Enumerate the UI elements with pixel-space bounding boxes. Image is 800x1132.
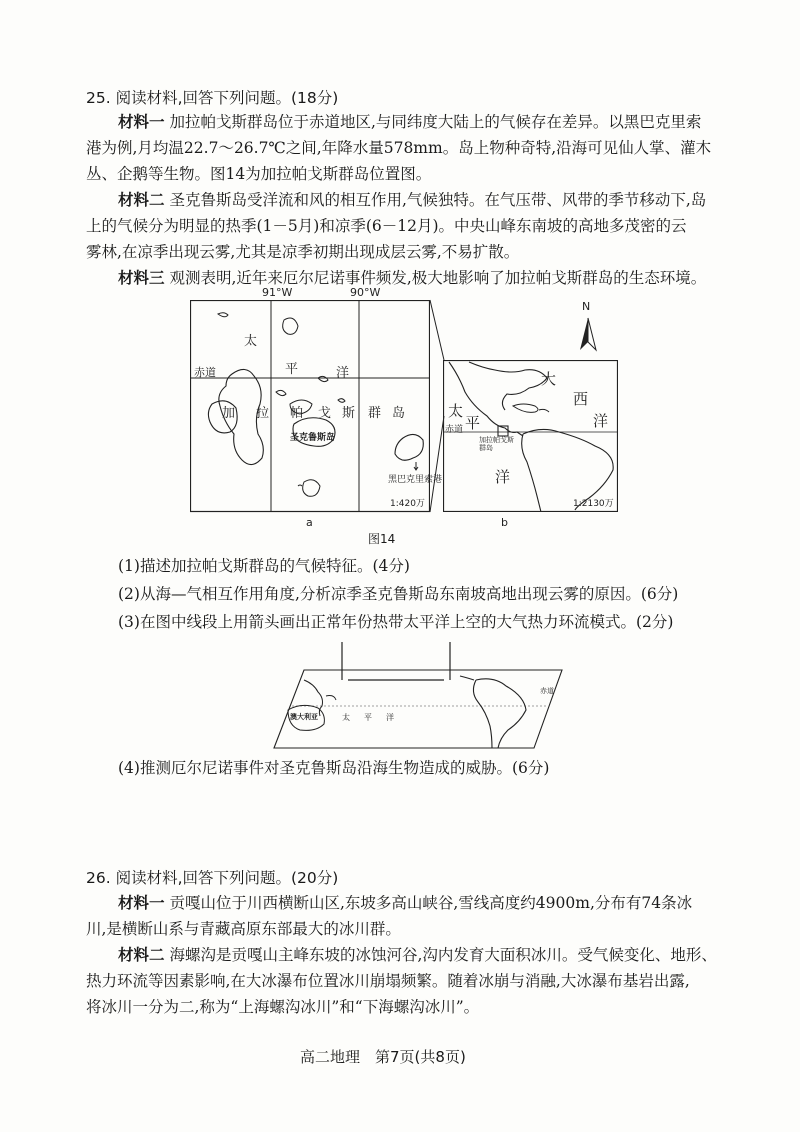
q26-material1-label: 材料一 <box>118 894 165 912</box>
map-b-ping: 平 <box>465 414 481 432</box>
pacific-map-ping: 平 <box>364 713 372 722</box>
material3-text: 观测表明,近年来厄尔尼诺事件频发,极大地影响了加拉帕戈斯群岛的生态环境。 <box>169 269 707 287</box>
q25-subq1: (1)描述加拉帕戈斯群岛的气候特征。(4分) <box>118 557 410 575</box>
figure14-map-b <box>443 360 618 529</box>
map-b-yang2: 洋 <box>495 468 511 486</box>
pacific-map-tai: 太 <box>342 713 350 722</box>
q25-subq4: (4)推测厄尔尼诺事件对圣克鲁斯岛沿海生物造成的威胁。(6分) <box>118 759 550 777</box>
material1-label: 材料一 <box>118 113 165 131</box>
map-b-yang1: 洋 <box>593 412 609 430</box>
north-label: N <box>582 300 591 313</box>
q25-material2-line1 <box>118 189 706 211</box>
q25-material2-line2: 上的气候分为明显的热季(1－5月)和凉季(6－12月)。中央山峰东南坡的高地多茂密的云 <box>86 217 687 235</box>
q25-material1-line1 <box>118 111 701 133</box>
map-a-ping: 平 <box>285 362 299 377</box>
map-a-scale: 1:420万 <box>390 499 425 509</box>
q26-material2-text: 海螺沟是贡嘎山主峰东坡的冰蚀河谷,沟内发育大面积冰川。受气候变化、地形、 <box>169 946 717 964</box>
pacific-map-australia: 澳大利亚 <box>290 713 318 721</box>
map-b-scale: 1:2130万 <box>573 499 614 509</box>
map-b-islands: 加拉帕戈斯 群岛 <box>479 436 514 452</box>
map-a-island-char-5: 斯 <box>342 406 356 421</box>
map-a-island-char-4: 戈 <box>318 406 332 421</box>
map-b-label: b <box>501 516 508 529</box>
map-a-yang: 洋 <box>336 366 350 381</box>
material3-label: 材料三 <box>118 269 165 287</box>
map-a-label: a <box>306 516 313 529</box>
q26-material2-label: 材料二 <box>118 946 165 964</box>
map-a-island-char-3: 帕 <box>290 406 304 421</box>
q25-material1-line2: 港为例,月均温22.7～26.7℃之间,年降水量578mm。岛上物种奇特,沿海可见仙人掌、灌木 <box>86 139 712 157</box>
material2-text: 圣克鲁斯岛受洋流和风的相互作用,气候独特。在气压带、风带的季节移动下,岛 <box>169 191 707 209</box>
material2-label: 材料二 <box>118 191 165 209</box>
map-b-graphic <box>443 360 618 512</box>
q26-material1-line2: 川,是横断山系与青藏高原东部最大的冰川群。 <box>86 920 401 938</box>
q25-title: 25. 阅读材料,回答下列问题。(18分) <box>86 89 339 107</box>
map-b-tai: 太 <box>448 402 464 420</box>
map-a-tai: 太 <box>244 334 258 349</box>
map-b-da: 大 <box>541 370 557 388</box>
map-a-island-char-7: 岛 <box>392 406 406 421</box>
q25-subq3: (3)在图中线段上用箭头画出正常年份热带太平洋上空的大气热力环流模式。(2分) <box>118 613 674 631</box>
map-a-lon-90w: 90°W <box>350 286 381 299</box>
pacific-map-graphic <box>264 640 574 752</box>
map-b-equator: 赤道 <box>445 425 464 435</box>
map-a-island-char-6: 群 <box>368 406 382 421</box>
north-arrow-icon <box>576 310 600 358</box>
pacific-circulation-map <box>264 640 574 752</box>
q25-material2-line3: 雾林,在凉季出现云雾,尤其是凉季初期出现成层云雾,不易扩散。 <box>86 243 520 261</box>
map-a-island-char-2: 拉 <box>256 406 270 421</box>
q26-material1-text: 贡嘎山位于川西横断山区,东坡多高山峡谷,雪线高度约4900m,分布有74条冰 <box>169 894 693 912</box>
q25-material3-line1 <box>118 267 706 289</box>
material1-text: 加拉帕戈斯群岛位于赤道地区,与同纬度大陆上的气候存在差异。以黑巴克里索 <box>169 113 702 131</box>
map-a-santa-cruz: 圣克鲁斯岛 <box>290 433 336 443</box>
map-a-lon-91w: 91°W <box>262 286 293 299</box>
q26-material1-line1 <box>118 892 692 914</box>
pacific-map-equator: 赤道 <box>540 687 554 695</box>
figure14-map-a <box>190 286 443 529</box>
page-footer: 高二地理 第7页(共8页) <box>300 1048 466 1066</box>
q26-material2-line2: 热力环流等因素影响,在大冰瀑布位置冰川崩塌频繁。随着冰崩与消融,大冰瀑布基岩出露, <box>86 972 690 990</box>
q26-material2-line1 <box>118 944 717 966</box>
map-a-port: 黑巴克里索港 <box>388 475 443 485</box>
q26-title: 26. 阅读材料,回答下列问题。(20分) <box>86 869 339 887</box>
map-a-equator: 赤道 <box>194 366 216 379</box>
q26-material2-line3: 将冰川一分为二,称为“上海螺沟冰川”和“下海螺沟冰川”。 <box>86 998 480 1016</box>
pacific-map-yang: 洋 <box>386 713 394 722</box>
q25-subq2: (2)从海—气相互作用角度,分析凉季圣克鲁斯岛东南坡高地出现云雾的原因。(6分) <box>118 585 679 603</box>
q25-material1-line3: 丛、企鹅等生物。图14为加拉帕戈斯群岛位置图。 <box>86 165 432 183</box>
map-a-island-char-1: 加 <box>222 406 236 421</box>
figure14-caption: 图14 <box>368 532 396 546</box>
map-b-xi: 西 <box>573 390 589 408</box>
